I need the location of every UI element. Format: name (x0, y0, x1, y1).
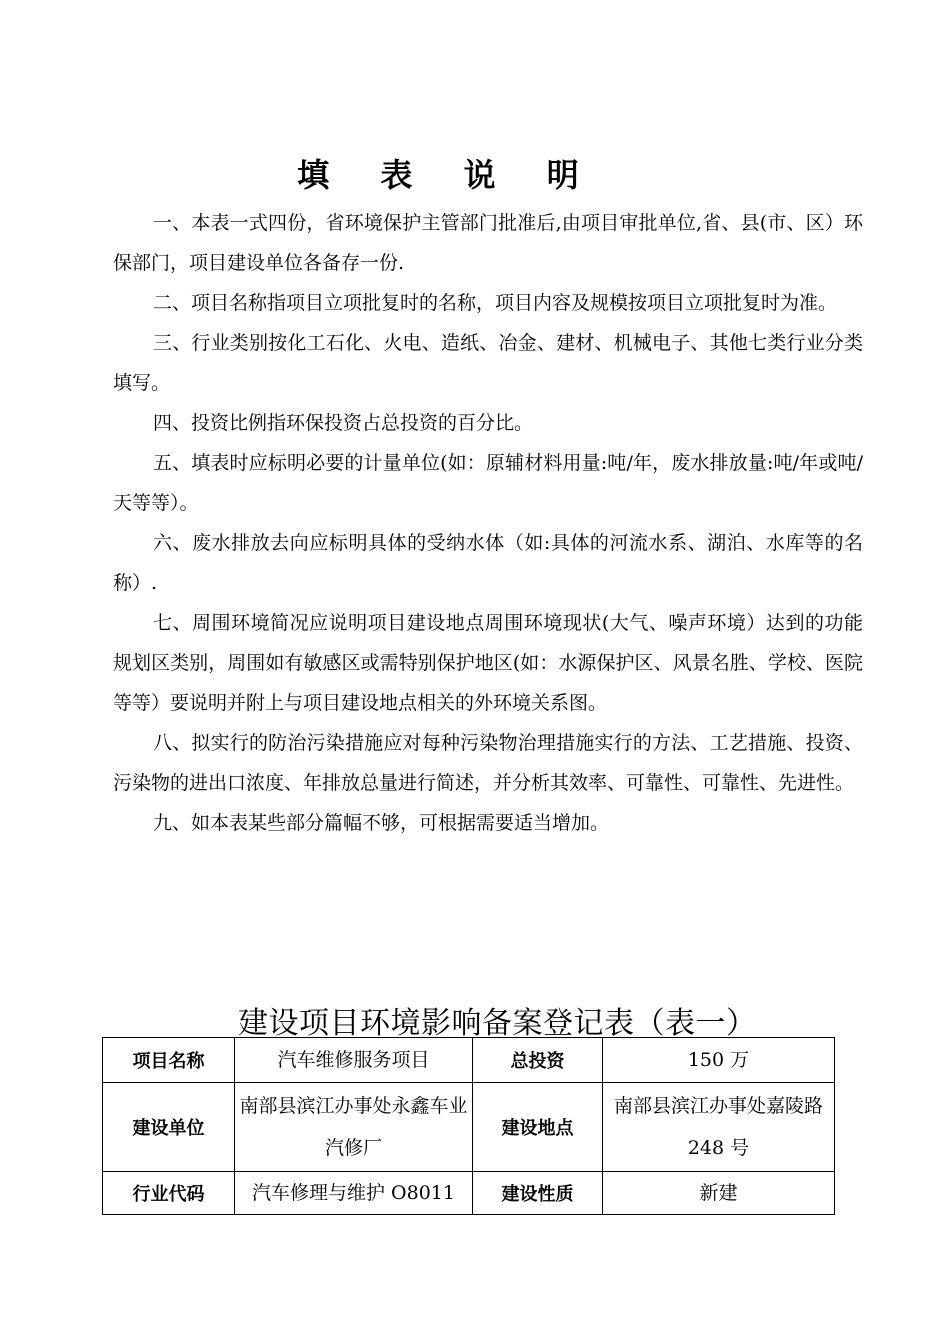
instructions-body (113, 203, 863, 843)
field-label-construction-nature: 建设性质 (473, 1172, 603, 1215)
instruction-paragraph: 一、本表一式四份，省环境保护主管部门批准后,由项目审批单位,省、县(市、区）环保部门，项目建设单位各备存一份. (113, 212, 863, 274)
field-value-construction-nature: 新建 (603, 1172, 835, 1215)
instruction-paragraph: 二、项目名称指项目立项批复时的名称，项目内容及规模按项目立项批复时为准。 (153, 292, 838, 314)
field-value-project-name: 汽车维修服务项目 (235, 1038, 473, 1083)
instruction-paragraph: 六、废水排放去向应标明具体的受纳水体（如:具体的河流水系、湖泊、水库等的名称）. (113, 532, 863, 594)
instruction-paragraph: 三、行业类别按化工石化、火电、造纸、冶金、建材、机械电子、其他七类行业分类填写。 (113, 332, 863, 394)
table-row (103, 1083, 835, 1172)
instruction-paragraph: 八、拟实行的防治污染措施应对每种污染物治理措施实行的方法、工艺措施、投资、污染物的进出口浓度、年排放总量进行简述，并分析其效率、可靠性、可靠性、先进性。 (113, 732, 863, 794)
registration-table (102, 1037, 835, 1215)
field-label-construction-site: 建设地点 (473, 1083, 603, 1172)
registration-table-title: 建设项目环境影响备案登记表（表一） (238, 1006, 757, 1041)
field-label-total-investment: 总投资 (473, 1038, 603, 1083)
instruction-paragraph: 九、如本表某些部分篇幅不够，可根据需要适当增加。 (153, 812, 610, 834)
field-label-project-name: 项目名称 (103, 1038, 235, 1083)
field-value-construction-site: 南部县滨江办事处嘉陵路 248 号 (603, 1083, 835, 1172)
field-value-total-investment: 150 万 (603, 1038, 835, 1083)
table-row (103, 1038, 835, 1083)
field-label-construction-unit: 建设单位 (103, 1083, 235, 1172)
instruction-paragraph: 七、周围环境简况应说明项目建设地点周围环境现状(大气、噪声环境）达到的功能规划区类别，周围如有敏感区或需特别保护地区(如：水源保护区、风景名胜、学校、医院等等）要说明并附上与项目建设地点相关的外环境关系图。 (113, 612, 863, 714)
table-row (103, 1172, 835, 1215)
instructions-title: 填 表 说 明 (297, 156, 599, 194)
field-label-industry-code: 行业代码 (103, 1172, 235, 1215)
instruction-paragraph: 五、填表时应标明必要的计量单位(如：原辅材料用量:吨/年，废水排放量:吨/年或吨/天等等）。 (113, 452, 863, 514)
field-value-construction-unit: 南部县滨江办事处永鑫车业汽修厂 (235, 1083, 473, 1172)
instruction-paragraph: 四、投资比例指环保投资占总投资的百分比。 (153, 412, 534, 434)
field-value-industry-code: 汽车修理与维护 O8011 (235, 1172, 473, 1215)
